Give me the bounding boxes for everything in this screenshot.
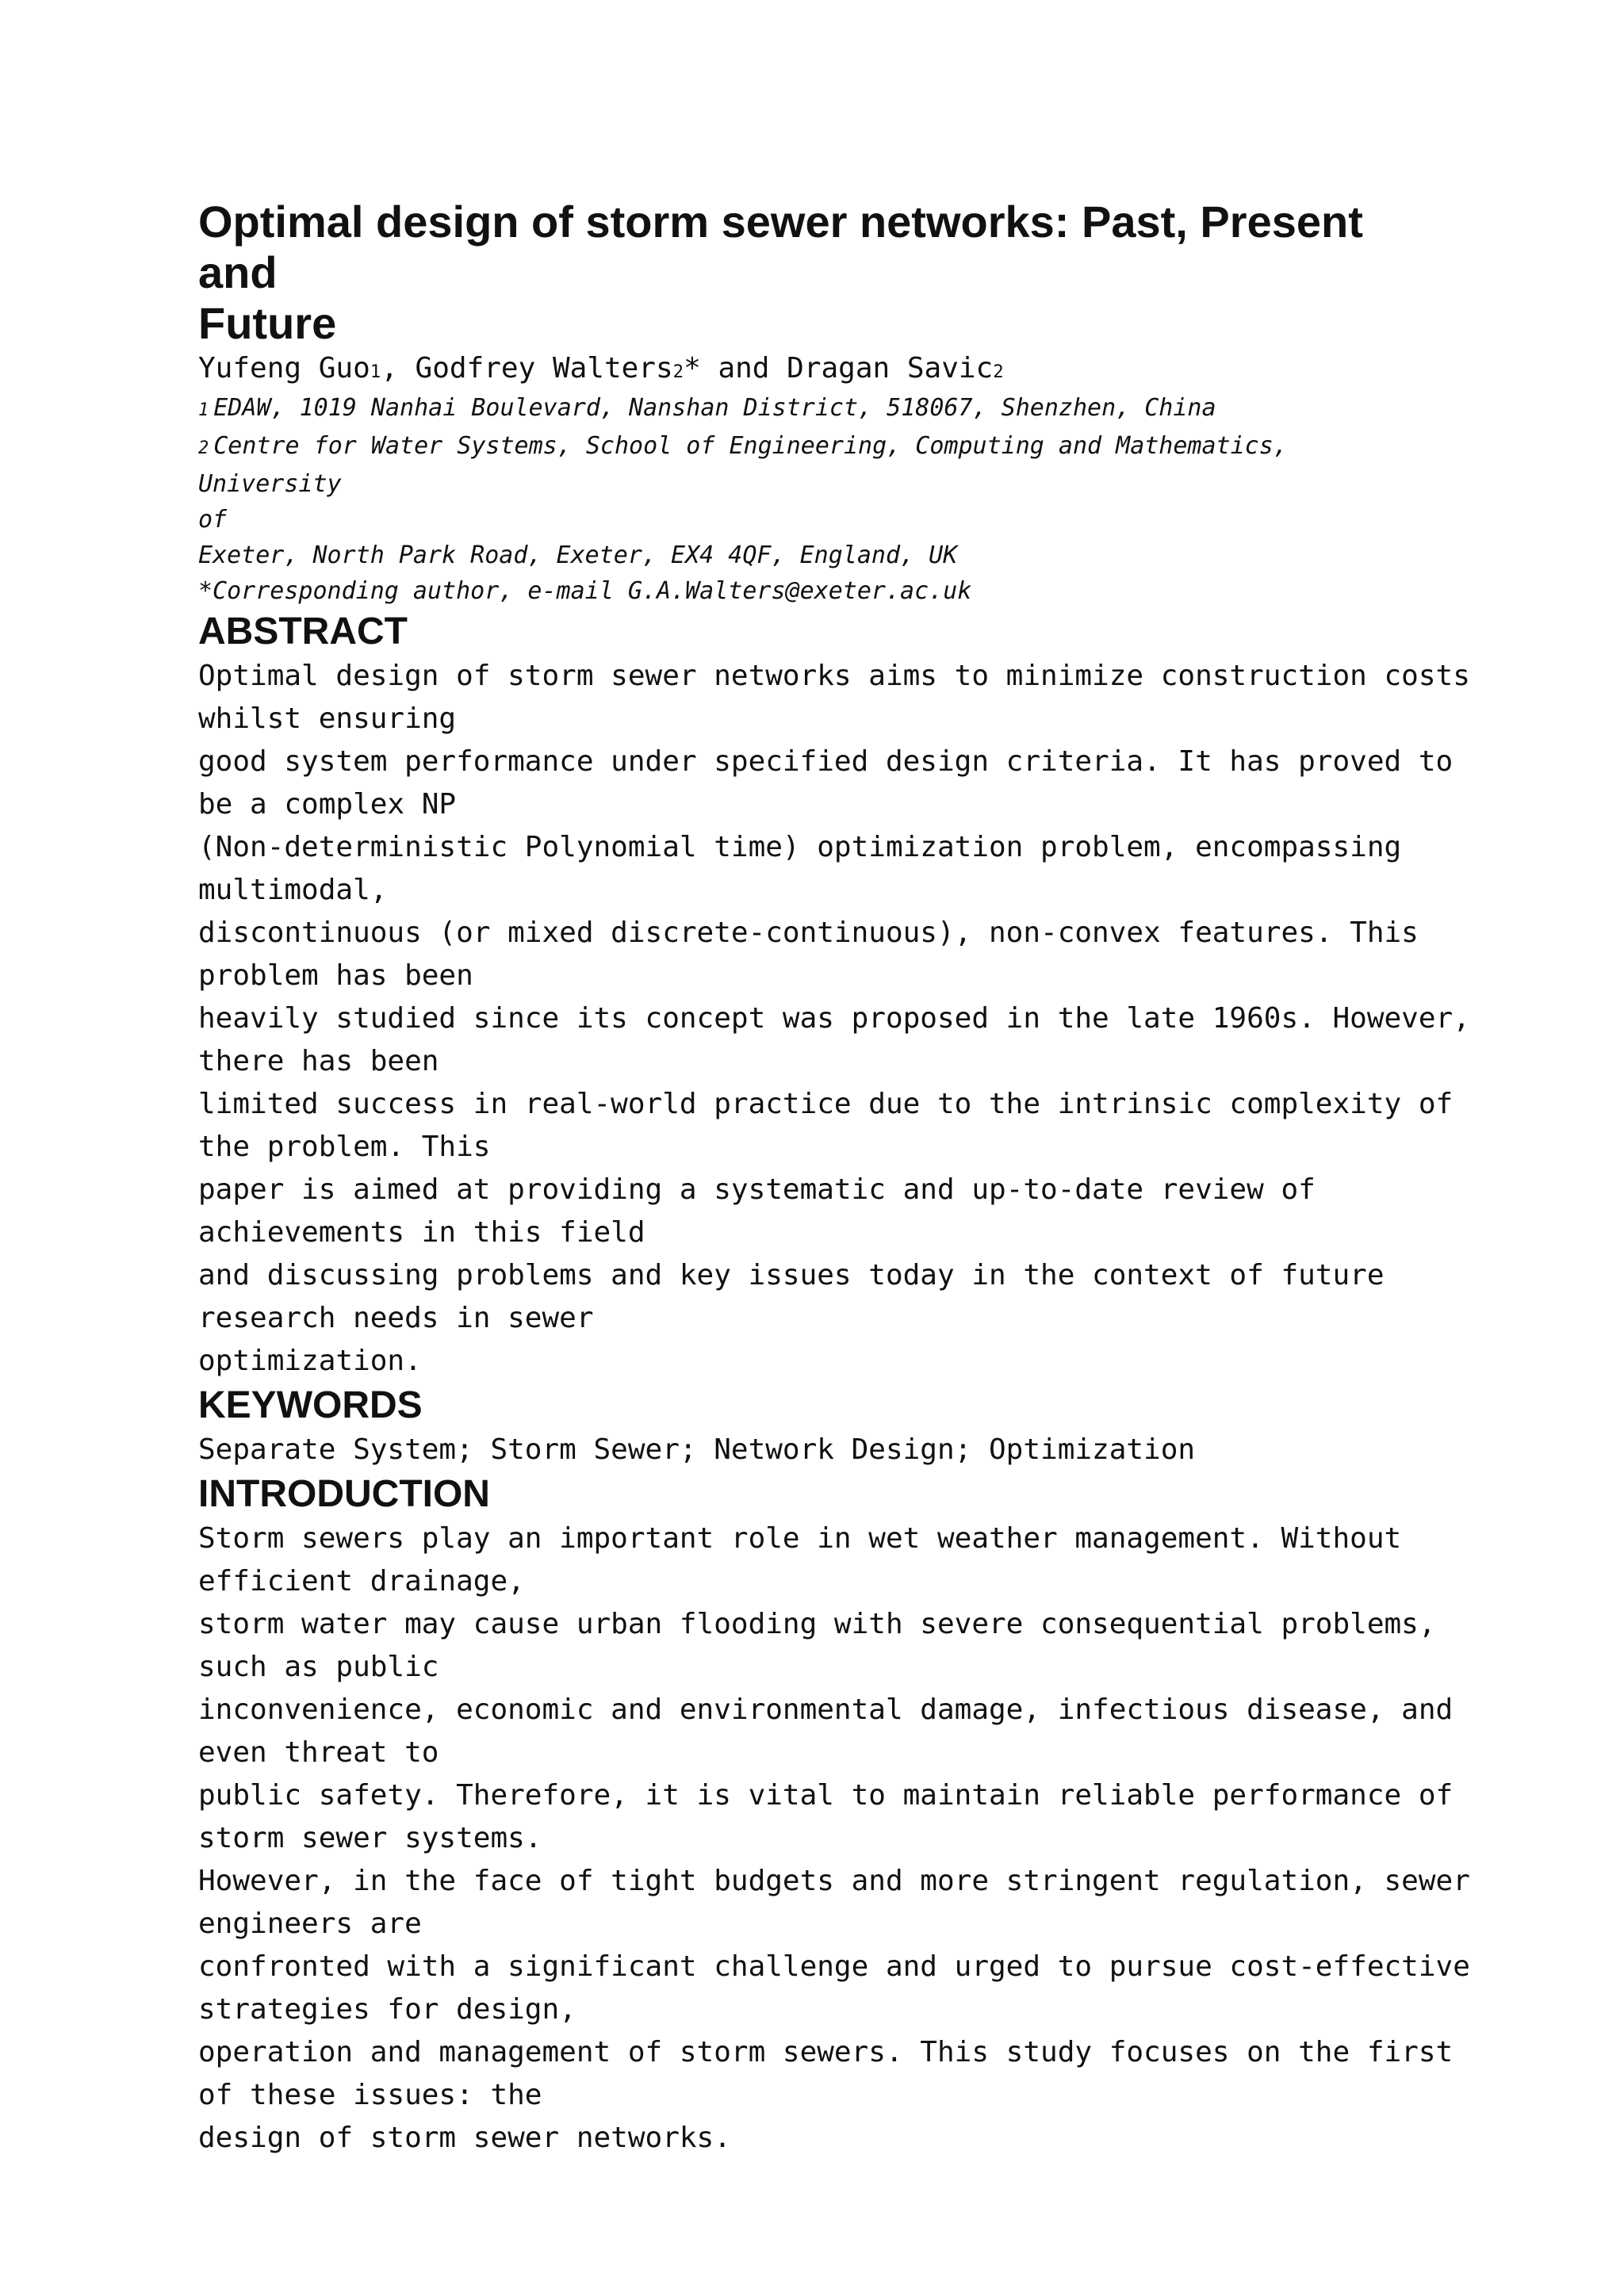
introduction-line: storm sewer systems. (198, 1822, 542, 1854)
abstract-heading: ABSTRACT (198, 610, 408, 652)
affiliation-number: 2 (198, 438, 209, 458)
abstract-line: research needs in sewer (198, 1302, 594, 1334)
abstract-line: whilst ensuring (198, 702, 457, 735)
abstract-line: heavily studied since its concept was proposed in the late 1960s. However, (198, 1002, 1470, 1035)
abstract-line: the problem. This (198, 1131, 491, 1163)
affiliation-line: Exeter, North Park Road, Exeter, EX4 4QF, England, UK (198, 541, 958, 569)
keywords-heading: KEYWORDS (198, 1384, 423, 1426)
abstract-line: achievements in this field (198, 1216, 645, 1249)
introduction-line: such as public (198, 1651, 439, 1683)
introduction-line: of these issues: the (198, 2079, 542, 2111)
introduction-line: However, in the face of tight budgets and more stringent regulation, sewer (198, 1865, 1470, 1897)
document-page (198, 197, 1470, 2160)
keywords-body (198, 1429, 1435, 1471)
introduction-heading: INTRODUCTION (198, 1473, 490, 1515)
introduction-line: strategies for design, (198, 1993, 576, 2026)
introduction-line: storm water may cause urban flooding with severe consequential problems, (198, 1608, 1436, 1640)
keywords-text: Separate System; Storm Sewer; Network Design; Optimization (198, 1433, 1196, 1466)
abstract-line: multimodal, (198, 874, 388, 906)
abstract-line: problem has been (198, 959, 473, 992)
introduction-line: engineers are (198, 1908, 422, 1940)
author-affiliation-mark: 2 (672, 362, 684, 382)
title-line: Future (198, 298, 337, 348)
affiliation-number: 1 (198, 400, 209, 420)
introduction-line: confronted with a significant challenge and urged to pursue cost-effective (198, 1950, 1470, 1983)
introduction-line: Storm sewers play an important role in wet weather management. Without (198, 1522, 1402, 1555)
introduction-line: operation and management of storm sewers. This study focuses on the first (198, 2036, 1454, 2068)
corresponding-author-line: *Corresponding author, e-mail G.A.Walters@exeter.ac.uk (198, 577, 972, 605)
affiliation-line (198, 428, 1435, 502)
title-line: and (198, 247, 278, 297)
abstract-line: be a complex NP (198, 788, 457, 821)
abstract-line: paper is aimed at providing a systematic and up-to-date review of (198, 1173, 1316, 1206)
affiliation-text: Centre for Water Systems, School of Engineering, Computing and Mathematics, University (198, 432, 1288, 498)
author-separator: , (381, 352, 416, 385)
abstract-line: there has been (198, 1045, 439, 1077)
abstract-line: Optimal design of storm sewer networks aims to minimize construction costs (198, 660, 1470, 692)
author-list (198, 350, 1435, 390)
abstract-line: good system performance under specified design criteria. It has proved to (198, 745, 1454, 778)
affiliation-text: EDAW, 1019 Nanhai Boulevard, Nanshan District, 518067, Shenzhen, China (213, 394, 1216, 422)
paper-title (198, 197, 1435, 349)
author-name: Yufeng Guo (198, 352, 370, 385)
affiliation-line: of (198, 506, 228, 534)
abstract-line: discontinuous (or mixed discrete-continuous), non-convex features. This (198, 916, 1419, 949)
abstract-line: optimization. (198, 1345, 422, 1377)
affiliation-line (198, 390, 1435, 428)
introduction-line: efficient drainage, (198, 1565, 525, 1598)
introduction-body (198, 1517, 1470, 2160)
author-affiliation-mark: 2 (993, 362, 1004, 382)
title-line: Optimal design of storm sewer networks: Past, Present (198, 197, 1363, 247)
abstract-line: (Non-deterministic Polynomial time) optimization problem, encompassing (198, 831, 1402, 863)
author-name: Dragan Savic (787, 352, 994, 385)
introduction-line: design of storm sewer networks. (198, 2122, 731, 2154)
introduction-line: inconvenience, economic and environmental damage, infectious disease, and (198, 1693, 1454, 1726)
abstract-line: limited success in real-world practice due to the intrinsic complexity of (198, 1088, 1454, 1120)
abstract-body (198, 655, 1470, 1383)
introduction-line: public safety. Therefore, it is vital to maintain reliable performance of (198, 1779, 1454, 1812)
introduction-line: even threat to (198, 1736, 439, 1769)
author-name: Godfrey Walters (415, 352, 673, 385)
author-affiliation-mark: 1 (370, 362, 381, 382)
corresponding-mark: * and (684, 352, 787, 385)
abstract-line: and discussing problems and key issues today in the context of future (198, 1259, 1385, 1292)
affiliations (198, 390, 1435, 609)
